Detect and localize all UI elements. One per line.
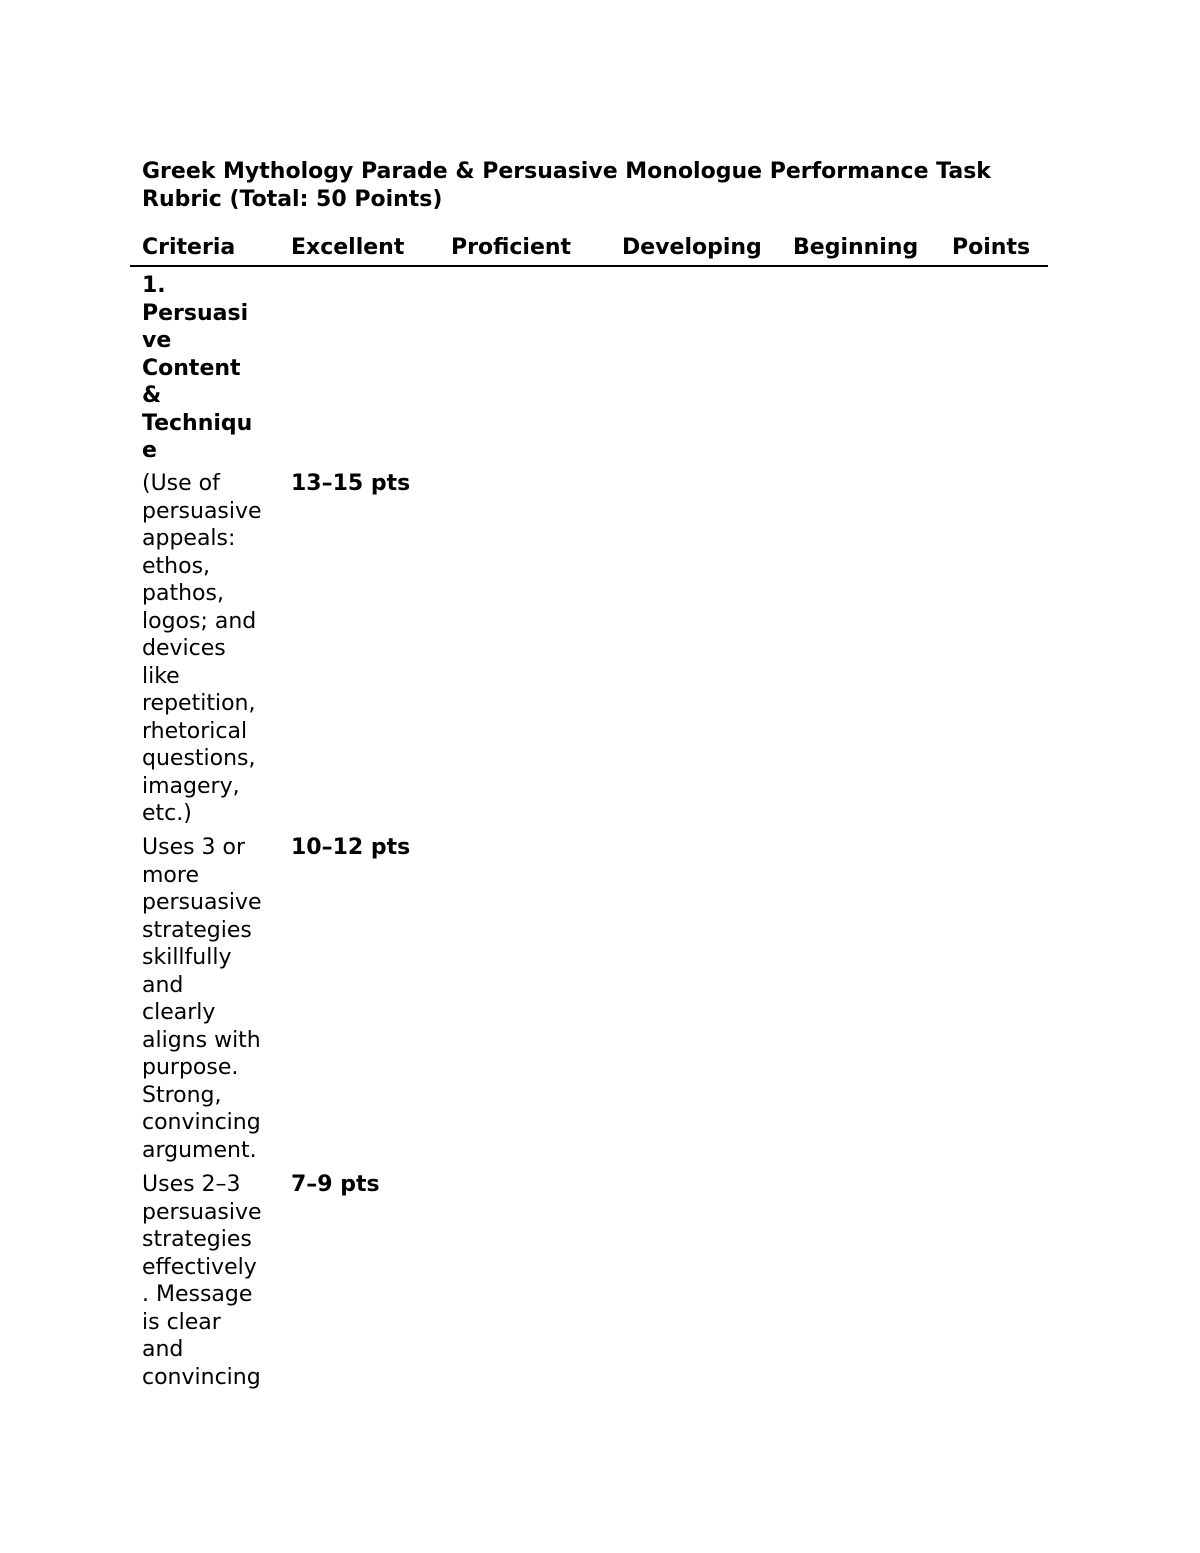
row-3-criteria — [142, 1171, 277, 1391]
criterion-heading — [142, 272, 277, 465]
criterion-heading-line: Content — [142, 355, 241, 381]
row-2-line: and — [142, 972, 184, 998]
row-1-line: like — [142, 663, 180, 689]
row-2-line: Strong, — [142, 1082, 222, 1108]
criterion-heading-line: Persuasi — [142, 300, 249, 326]
row-1-line: persuasive — [142, 498, 262, 524]
row-3-line: effectively — [142, 1254, 257, 1280]
criterion-heading-line: ve — [142, 328, 172, 353]
row-1-line: ethos, — [142, 553, 211, 579]
row-3-line: persuasive — [142, 1199, 262, 1225]
header-points: Points — [952, 235, 1031, 260]
row-2-line: more — [142, 862, 199, 888]
header-criteria: Criteria — [142, 235, 236, 260]
row-1-criteria — [142, 470, 277, 828]
row-2-line: Uses 3 or — [142, 835, 246, 860]
header-developing: Developing — [622, 235, 762, 260]
row-2-line: aligns with — [142, 1027, 261, 1053]
row-1-line: (Use of — [142, 471, 220, 496]
row-1-line: rhetorical — [142, 718, 248, 744]
row-1-line: devices — [142, 636, 226, 661]
row-1-line: pathos, — [142, 581, 224, 606]
row-3-line: is clear — [142, 1309, 221, 1335]
header-beginning: Beginning — [793, 235, 919, 260]
row-2-score: 10–12 pts — [291, 835, 411, 860]
title-line-2: Rubric (Total: 50 Points) — [142, 187, 443, 212]
row-3-line: Uses 2–3 — [142, 1172, 241, 1197]
header-excellent: Excellent — [291, 235, 405, 260]
row-1-line: imagery, — [142, 773, 240, 799]
row-3-line: convincing — [142, 1364, 261, 1390]
row-2-line: purpose. — [142, 1055, 239, 1080]
row-2-line: skillfully — [142, 945, 232, 970]
row-1-line: questions, — [142, 746, 256, 771]
row-1-line: appeals: — [142, 526, 236, 551]
header-divider — [130, 265, 1048, 267]
row-2-line: strategies — [142, 917, 252, 943]
row-1-line: etc.) — [142, 801, 192, 826]
row-1-line: logos; and — [142, 608, 257, 634]
row-2-line: persuasive — [142, 890, 262, 915]
table-header-row — [142, 233, 1048, 263]
row-2-line: argument. — [142, 1137, 257, 1163]
row-1-line: repetition, — [142, 691, 256, 716]
row-3-line: . Message — [142, 1282, 253, 1307]
criterion-heading-line: e — [142, 438, 157, 463]
row-3-line: strategies — [142, 1227, 252, 1252]
row-1-score: 13–15 pts — [291, 471, 411, 496]
row-2-line: clearly — [142, 1000, 216, 1025]
title-line-1: Greek Mythology Parade & Persuasive Monologue Performance Task — [142, 159, 991, 184]
row-3-line: and — [142, 1337, 184, 1362]
header-proficient: Proficient — [451, 235, 572, 260]
document-title — [142, 158, 1072, 214]
criterion-heading-line: Techniqu — [142, 410, 253, 436]
row-2-criteria — [142, 834, 277, 1164]
criterion-heading-line: 1. — [142, 273, 166, 298]
row-3-score: 7–9 pts — [291, 1172, 380, 1197]
criterion-heading-line: & — [142, 383, 162, 408]
row-2-line: convincing — [142, 1110, 261, 1135]
